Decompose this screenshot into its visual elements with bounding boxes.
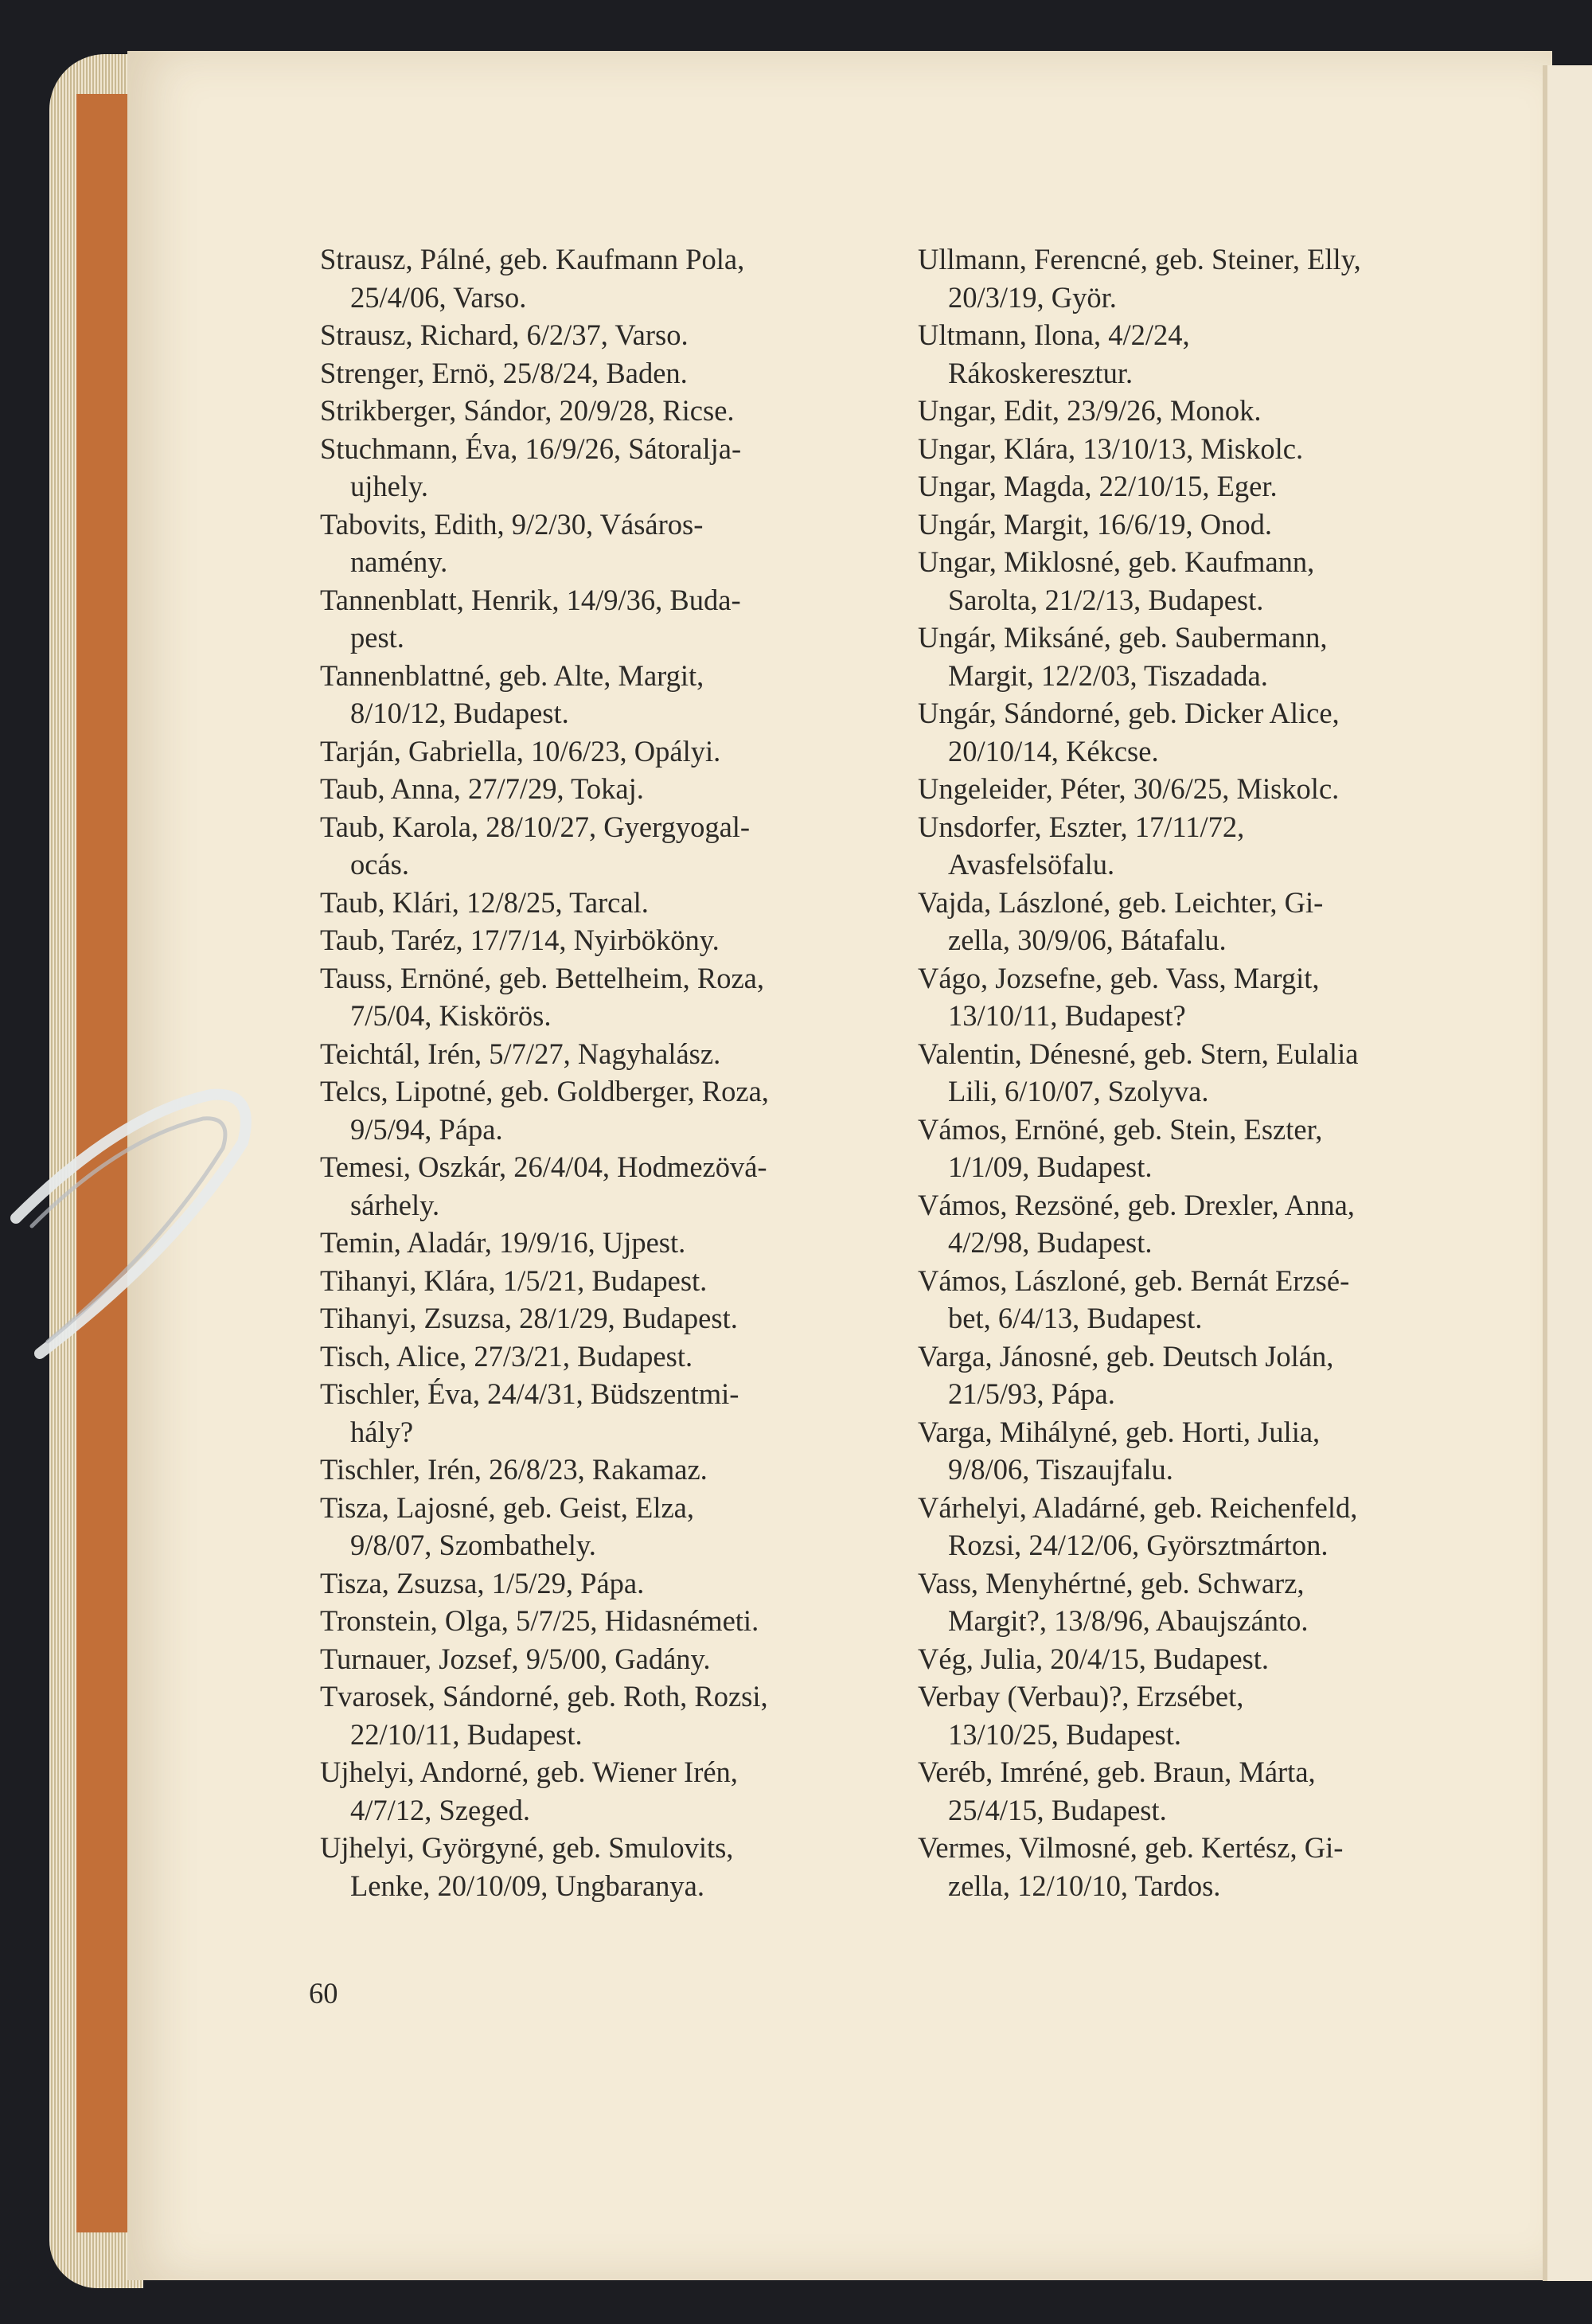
- entry-line: Ungár, Sándorné, geb. Dicker Alice,: [918, 697, 1340, 729]
- index-entry: [918, 1489, 1503, 1564]
- right-column: [918, 240, 1503, 1904]
- entry-line: Telcs, Lipotné, geb. Goldberger, Roza,: [320, 1075, 769, 1107]
- entry-line: Strikberger, Sándor, 20/9/28, Ricse.: [320, 394, 735, 427]
- entry-line: Tarján, Gabriella, 10/6/23, Opályi.: [320, 734, 721, 768]
- index-entry: [320, 1753, 905, 1829]
- entry-line: Unsdorfer, Eszter, 17/11/72,: [918, 810, 1245, 843]
- entry-continuation-line: hály?: [350, 1415, 414, 1448]
- entry-continuation-line: zella, 12/10/10, Tardos.: [948, 1869, 1221, 1902]
- entry-line: Vermes, Vilmosné, geb. Kertész, Gi-: [918, 1831, 1344, 1864]
- entry-continuation-line: Rákoskeresztur.: [948, 356, 1134, 389]
- index-entry: [320, 1338, 905, 1376]
- entry-line: Teichtál, Irén, 5/7/27, Nagyhalász.: [320, 1037, 721, 1070]
- entry-line: Ungar, Magda, 22/10/15, Eger.: [918, 470, 1278, 502]
- entry-continuation-line: 9/5/94, Pápa.: [350, 1112, 503, 1146]
- left-column: [320, 240, 905, 1904]
- entry-continuation-line: 1/1/09, Budapest.: [948, 1150, 1153, 1183]
- index-entry: [918, 1186, 1503, 1262]
- index-entry: [320, 316, 905, 354]
- index-entry: [320, 1678, 905, 1753]
- index-entry: [918, 467, 1503, 506]
- index-entry: [320, 1640, 905, 1678]
- index-entry: [918, 1111, 1503, 1186]
- index-entry: [320, 1072, 905, 1148]
- index-entry: [320, 1035, 905, 1073]
- entry-continuation-line: 21/5/93, Pápa.: [948, 1377, 1115, 1410]
- entry-line: Taub, Taréz, 17/7/14, Nyirbököny.: [320, 924, 720, 956]
- index-entry: [320, 770, 905, 808]
- entry-line: Tischler, Irén, 26/8/23, Rakamaz.: [320, 1453, 708, 1486]
- index-entry: [918, 543, 1503, 619]
- entry-continuation-line: 8/10/12, Budapest.: [350, 697, 569, 729]
- entry-line: Vass, Menyhértné, geb. Schwarz,: [918, 1566, 1305, 1599]
- entry-line: Ultmann, Ilona, 4/2/24,: [918, 318, 1190, 351]
- index-entry: [320, 354, 905, 393]
- index-entry: [918, 240, 1503, 316]
- index-entry: [320, 240, 905, 316]
- entry-line: Temesi, Oszkár, 26/4/04, Hodmezövá-: [320, 1150, 767, 1183]
- entry-continuation-line: 25/4/06, Varso.: [350, 280, 527, 314]
- book-spine-edge: [76, 94, 132, 2232]
- entry-line: Ujhelyi, Andorné, geb. Wiener Irén,: [320, 1756, 738, 1788]
- entry-continuation-line: Lili, 6/10/07, Szolyva.: [948, 1075, 1209, 1107]
- index-entry: [918, 430, 1503, 468]
- entry-line: Turnauer, Jozsef, 9/5/00, Gadány.: [320, 1642, 711, 1675]
- entry-continuation-line: sárhely.: [350, 1188, 440, 1221]
- entry-continuation-line: 20/3/19, Györ.: [948, 280, 1117, 314]
- entry-line: Ungar, Miklosné, geb. Kaufmann,: [918, 545, 1315, 578]
- entry-continuation-line: Margit, 12/2/03, Tiszadada.: [948, 658, 1268, 692]
- page-number: 60: [309, 1977, 338, 2010]
- entry-line: Vámos, Lászloné, geb. Bernát Erzsé-: [918, 1264, 1350, 1297]
- index-entry: [918, 506, 1503, 544]
- entry-continuation-line: Margit?, 13/8/96, Abaujszánto.: [948, 1604, 1309, 1637]
- facing-page-edge: [1543, 65, 1592, 2281]
- entry-line: Taub, Anna, 27/7/29, Tokaj.: [320, 772, 644, 805]
- entry-line: Ungár, Miksáné, geb. Saubermann,: [918, 621, 1328, 654]
- index-entry: [918, 770, 1503, 808]
- entry-line: Tauss, Ernöné, geb. Bettelheim, Roza,: [320, 961, 764, 994]
- entry-line: Strausz, Richard, 6/2/37, Varso.: [320, 318, 689, 351]
- entry-continuation-line: ocás.: [350, 848, 409, 881]
- index-entry: [918, 1035, 1503, 1111]
- entry-continuation-line: 25/4/15, Budapest.: [948, 1793, 1167, 1826]
- index-entry: [320, 808, 905, 884]
- index-entry: [320, 1148, 905, 1224]
- entry-line: Tisza, Lajosné, geb. Geist, Elza,: [320, 1490, 695, 1524]
- index-entry: [320, 1489, 905, 1564]
- entry-continuation-line: ujhely.: [350, 470, 428, 502]
- entry-continuation-line: zella, 30/9/06, Bátafalu.: [948, 924, 1227, 956]
- entry-line: Ungar, Edit, 23/9/26, Monok.: [918, 394, 1262, 427]
- entry-line: Strausz, Pálné, geb. Kaufmann Pola,: [320, 243, 745, 275]
- index-entry: [918, 1753, 1503, 1829]
- entry-line: Ungar, Klára, 13/10/13, Miskolc.: [918, 432, 1304, 465]
- entry-line: Ujhelyi, Györgyné, geb. Smulovits,: [320, 1831, 734, 1864]
- entry-line: Strenger, Ernö, 25/8/24, Baden.: [320, 356, 688, 389]
- index-entry: [320, 506, 905, 581]
- entry-line: Tannenblattné, geb. Alte, Margit,: [320, 658, 704, 692]
- index-entry: [918, 1640, 1503, 1678]
- entry-continuation-line: 13/10/11, Budapest?: [948, 999, 1186, 1032]
- entry-line: Taub, Karola, 28/10/27, Gyergyogal-: [320, 810, 751, 843]
- index-entry: [320, 1451, 905, 1489]
- entry-line: Vágo, Jozsefne, geb. Vass, Margit,: [918, 961, 1320, 994]
- index-entry: [320, 884, 905, 922]
- entry-line: Varga, Jánosné, geb. Deutsch Jolán,: [918, 1339, 1334, 1373]
- index-entry: [320, 1375, 905, 1451]
- index-entry: [320, 657, 905, 732]
- entry-continuation-line: pest.: [350, 621, 404, 654]
- index-entry: [918, 1829, 1503, 1904]
- entry-line: Verbay (Verbau)?, Erzsébet,: [918, 1680, 1244, 1713]
- entry-continuation-line: Lenke, 20/10/09, Ungbaranya.: [350, 1869, 704, 1902]
- entry-line: Ungeleider, Péter, 30/6/25, Miskolc.: [918, 772, 1340, 805]
- index-entry: [918, 619, 1503, 694]
- index-entry: [918, 1678, 1503, 1753]
- index-entry: [320, 1299, 905, 1338]
- entry-continuation-line: namény.: [350, 545, 448, 578]
- entry-continuation-line: 20/10/14, Kékcse.: [948, 734, 1159, 768]
- entry-line: Tvarosek, Sándorné, geb. Roth, Rozsi,: [320, 1680, 768, 1713]
- entry-line: Tischler, Éva, 24/4/31, Büdszentmi-: [320, 1377, 739, 1410]
- entry-continuation-line: 7/5/04, Kiskörös.: [350, 999, 552, 1032]
- index-entry: [320, 1262, 905, 1300]
- index-entry: [918, 392, 1503, 430]
- index-entry: [320, 392, 905, 430]
- index-entry: [918, 1564, 1503, 1640]
- index-entry: [320, 1602, 905, 1640]
- entry-line: Ungár, Margit, 16/6/19, Onod.: [918, 507, 1272, 541]
- entry-continuation-line: Rozsi, 24/12/06, Györsztmárton.: [948, 1529, 1329, 1561]
- entry-line: Temin, Aladár, 19/9/16, Ujpest.: [320, 1226, 686, 1259]
- entry-continuation-line: Avasfelsöfalu.: [948, 848, 1115, 881]
- entry-line: Várhelyi, Aladárné, geb. Reichenfeld,: [918, 1490, 1358, 1524]
- entry-continuation-line: 9/8/06, Tiszaujfalu.: [948, 1453, 1173, 1486]
- entry-line: Ullmann, Ferencné, geb. Steiner, Elly,: [918, 243, 1361, 275]
- entry-line: Vámos, Ernöné, geb. Stein, Eszter,: [918, 1112, 1323, 1146]
- entry-line: Tabovits, Edith, 9/2/30, Vásáros-: [320, 507, 704, 541]
- entry-line: Veréb, Imréné, geb. Braun, Márta,: [918, 1756, 1316, 1788]
- index-entry: [918, 1338, 1503, 1413]
- entry-continuation-line: 22/10/11, Budapest.: [350, 1717, 583, 1751]
- index-entry: [320, 1564, 905, 1603]
- index-entry: [918, 884, 1503, 959]
- index-entry: [320, 1829, 905, 1904]
- index-entry: [320, 1224, 905, 1262]
- entry-continuation-line: 13/10/25, Budapest.: [948, 1717, 1181, 1751]
- index-entry: [320, 959, 905, 1035]
- entry-line: Tihanyi, Zsuzsa, 28/1/29, Budapest.: [320, 1302, 738, 1334]
- index-entry: [918, 694, 1503, 770]
- index-entry: [918, 1413, 1503, 1489]
- index-entry: [320, 581, 905, 657]
- entry-line: Tannenblatt, Henrik, 14/9/36, Buda-: [320, 583, 741, 616]
- entry-line: Vámos, Rezsöné, geb. Drexler, Anna,: [918, 1188, 1355, 1221]
- index-entry: [918, 316, 1503, 392]
- index-entry: [918, 1262, 1503, 1338]
- entry-line: Tronstein, Olga, 5/7/25, Hidasnémeti.: [320, 1604, 759, 1637]
- entry-continuation-line: 4/2/98, Budapest.: [948, 1226, 1153, 1259]
- index-entry: [320, 732, 905, 771]
- entry-line: Valentin, Dénesné, geb. Stern, Eulalia: [918, 1037, 1359, 1070]
- entry-continuation-line: 4/7/12, Szeged.: [350, 1793, 531, 1826]
- index-entry: [918, 808, 1503, 884]
- entry-line: Varga, Mihályné, geb. Horti, Julia,: [918, 1415, 1321, 1448]
- entry-continuation-line: 9/8/07, Szombathely.: [350, 1529, 596, 1561]
- entry-line: Taub, Klári, 12/8/25, Tarcal.: [320, 885, 649, 919]
- index-entry: [320, 921, 905, 959]
- entry-line: Stuchmann, Éva, 16/9/26, Sátoralja-: [320, 432, 742, 465]
- entry-line: Tisza, Zsuzsa, 1/5/29, Pápa.: [320, 1566, 645, 1599]
- entry-line: Vég, Julia, 20/4/15, Budapest.: [918, 1642, 1269, 1675]
- entry-continuation-line: bet, 6/4/13, Budapest.: [948, 1302, 1203, 1334]
- entry-line: Tihanyi, Klára, 1/5/21, Budapest.: [320, 1264, 708, 1297]
- entry-line: Tisch, Alice, 27/3/21, Budapest.: [320, 1339, 693, 1373]
- entry-continuation-line: Sarolta, 21/2/13, Budapest.: [948, 583, 1264, 616]
- entry-line: Vajda, Lászloné, geb. Leichter, Gi-: [918, 885, 1324, 919]
- index-entry: [320, 430, 905, 506]
- index-entry: [918, 959, 1503, 1035]
